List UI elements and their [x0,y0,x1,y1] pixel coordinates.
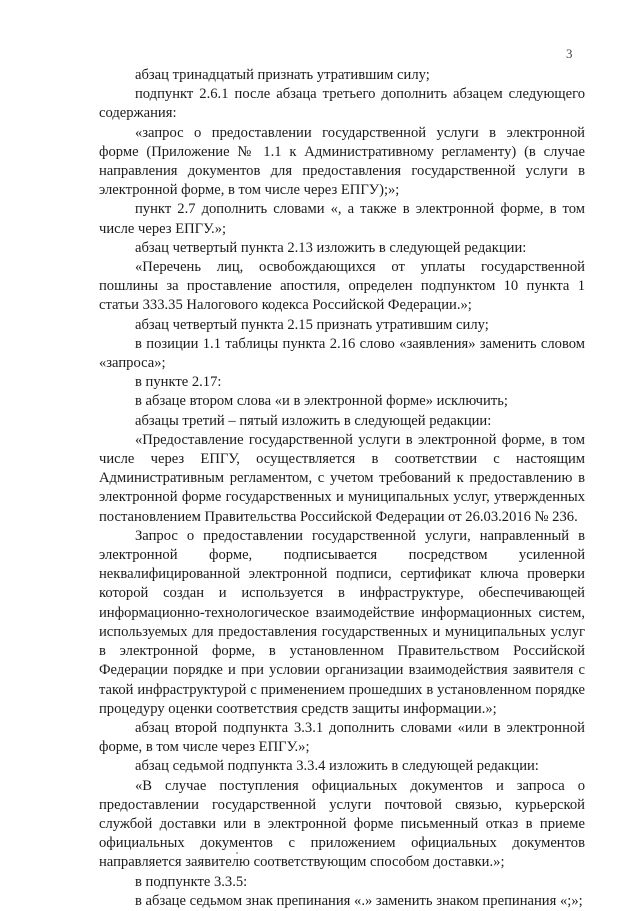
paragraph: «запрос о предоставлении государственной услуги в электронной форме (Приложение № 1.1 к Административному регламенту) (в случае направления документов для предоставления государственной услуги в электронной форме, в том числе через ЕПГУ);»; [99,124,585,199]
paragraph: абзац второй подпункта 3.3.1 дополнить словами «или в электронной форме, в том числе через ЕПГУ.»; [99,719,585,756]
paragraph: «Предоставление государственной услуги в электронной форме, в том числе через ЕПГУ, осуществляется в соответствии с настоящим Административным регламентом, с учетом требований к предоставлению в электронной форме государственных и муниципальных услуг, утвержденных постановлением Правительства Российской Федерации от 26.03.2016 № 236. [99,431,585,525]
paragraph: в абзаце седьмом знак препинания «.» заменить знаком препинания «;»; [135,892,583,909]
paragraph: «В случае поступления официальных документов и запроса о предоставлении государственной услуги почтовой связью, курьерской службой доставки или в электронной форме письменный отказ в приеме официальных документов с приложением официальных документов направляется заявителю соответствующим способом доставки.»; [99,777,585,871]
scan-artifact [236,852,238,854]
paragraph: абзац четвертый пункта 2.15 признать утратившим силу; [135,316,489,333]
paragraph: подпункт 2.6.1 после абзаца третьего дополнить абзацем следующего содержания: [99,86,585,122]
paragraph: абзац тринадцатый признать утратившим силу; [135,67,430,83]
paragraph: абзацы третий – пятый изложить в следующей редакции: [135,412,492,429]
paragraph: пункт 2.7 дополнить словами «, а также в электронной форме, в том числе через ЕПГУ.»; [99,201,585,237]
paragraph: «Перечень лиц, освобождающихся от уплаты государственной пошлины за проставление апостиля, определен подпунктом 10 пункта 1 статьи 333.35 Налогового кодекса Российской Федерации.»; [99,259,585,314]
paragraph: в пункте 2.17: [135,374,222,391]
document-body [99,66,585,911]
paragraph: Запрос о предоставлении государственной услуги, направленный в электронной форме, подписывается посредством усиленной неквалифицированной электронной подписи, сертификат ключа проверки которой создан и используется в инфраструктуре, обеспечивающей информационно-технологическое взаимодействие информационных систем, используемых для предоставления государственных и муниципальных услуг в электронной форме, в установленном Правительством Российской Федерации порядке и при условии организации взаимодействия заявителя с такой инфраструктурой с применением прошедших в установленном порядке процедуру оценки соответствия средств защиты информации.»; [99,527,585,717]
paragraph: в абзаце втором слова «и в электронной форме» исключить; [135,393,508,410]
paragraph: абзац седьмой подпункта 3.3.4 изложить в следующей редакции: [135,758,539,775]
page-number: 3 [566,46,573,61]
paragraph: в позиции 1.1 таблицы пункта 2.16 слово «заявления» заменить словом «запроса»; [99,335,585,372]
paragraph: абзац четвертый пункта 2.13 изложить в следующей редакции: [135,239,527,256]
paragraph: в подпункте 3.3.5: [135,873,248,890]
